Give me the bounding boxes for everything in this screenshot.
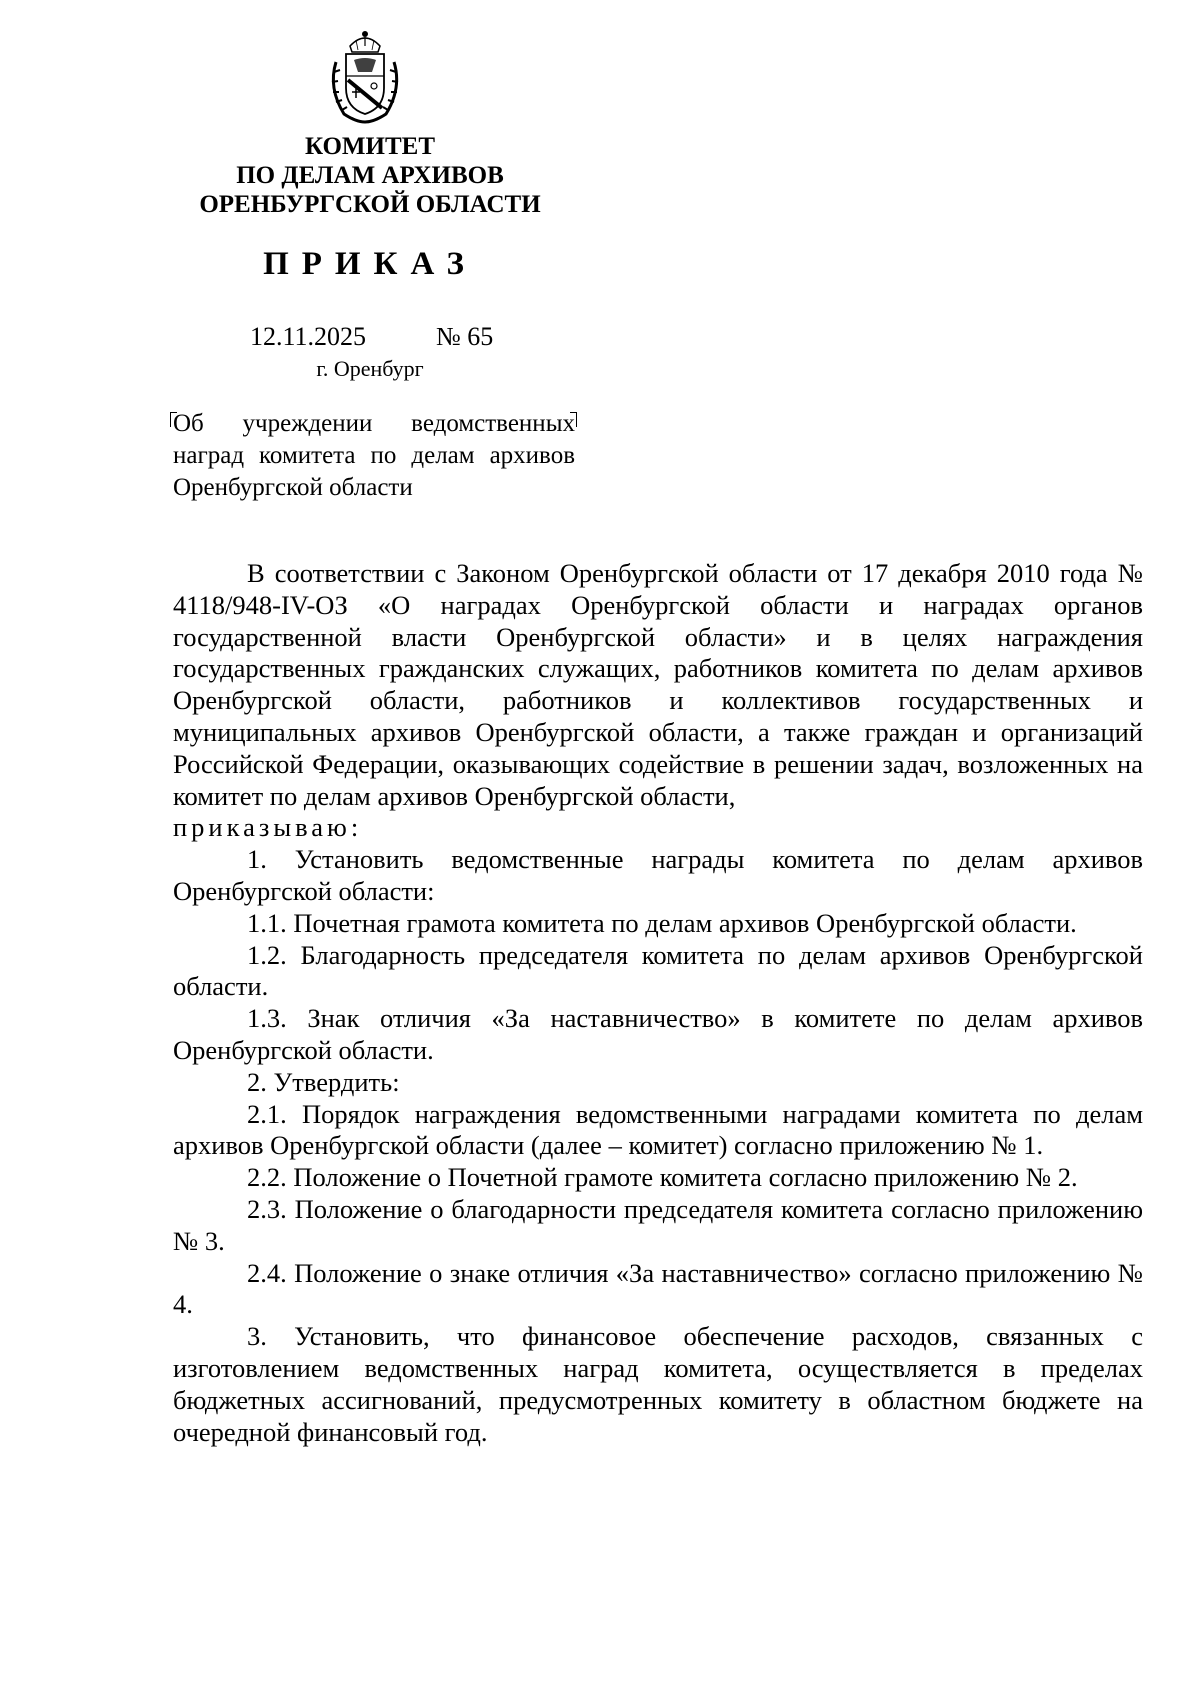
document-subject: Об учреждении ведомственных наград комитета по делам архивов Оренбургской области [173,410,575,501]
body-paragraph-2-4: 2.4. Положение о знаке отличия «За наставничество» согласно приложению № 4. [173,1257,1143,1320]
body-paragraph-preamble: В соответствии с Законом Оренбургской области от 17 декабря 2010 года № 4118/948-IV-ОЗ «О наградах Оренбургской области и наградах органов государственной власти Оренбургской области» и в целях награждения государственных гражданских служащих, работников комитета по делам архивов Оренбургской области, работников и коллективов государственных и муниципальных архивов Оренбургской области, а также граждан и организаций Российской Федерации, оказывающих содействие в решении задач, возложенных на комитет по делам архивов Оренбургской области, [173,558,1143,811]
body-paragraph-order: приказываю: [173,812,363,843]
organization-name [170,132,570,219]
document-type-title: ПРИКАЗ [263,246,477,282]
body-paragraph-2-2: 2.2. Положение о Почетной грамоте комитета согласно приложению № 2. [247,1162,1078,1193]
body-paragraph-2: 2. Утвердить: [247,1066,400,1097]
org-line-2: ПО ДЕЛАМ АРХИВОВ [236,162,504,189]
org-line-3: ОРЕНБУРГСКОЙ ОБЛАСТИ [199,191,541,218]
document-number: № 65 [436,322,494,351]
document-city: г. Оренбург [316,356,424,381]
body-paragraph-3: 3. Установить, что финансовое обеспечение расходов, связанных с изготовлением ведомственных наград комитета, осуществляется в пределах бюджетных ассигнований, предусмотренных комитету в областном бюджете на очередной финансовый год. [173,1321,1143,1447]
body-paragraph-1-2: 1.2. Благодарность председателя комитета по делам архивов Оренбургской области. [173,939,1143,1002]
body-paragraph-2-3: 2.3. Положение о благодарности председателя комитета согласно приложению № 3. [173,1193,1143,1256]
document-date: 12.11.2025 [250,322,367,351]
body-paragraph-1-3: 1.3. Знак отличия «За наставничество» в комитете по делам архивов Оренбургской области. [173,1003,1143,1065]
org-line-1: КОМИТЕТ [304,133,436,160]
document-body [173,558,1143,1448]
body-paragraph-1: 1. Установить ведомственные награды комитета по делам архивов Оренбургской области: [173,844,1143,906]
coat-of-arms-icon [322,28,408,126]
body-paragraph-2-1: 2.1. Порядок награждения ведомственными наградами комитета по делам архивов Оренбургской области (далее – комитет) согласно приложению № 1. [173,1098,1143,1161]
body-paragraph-1-1: 1.1. Почетная грамота комитета по делам архивов Оренбургской области. [247,907,1077,938]
